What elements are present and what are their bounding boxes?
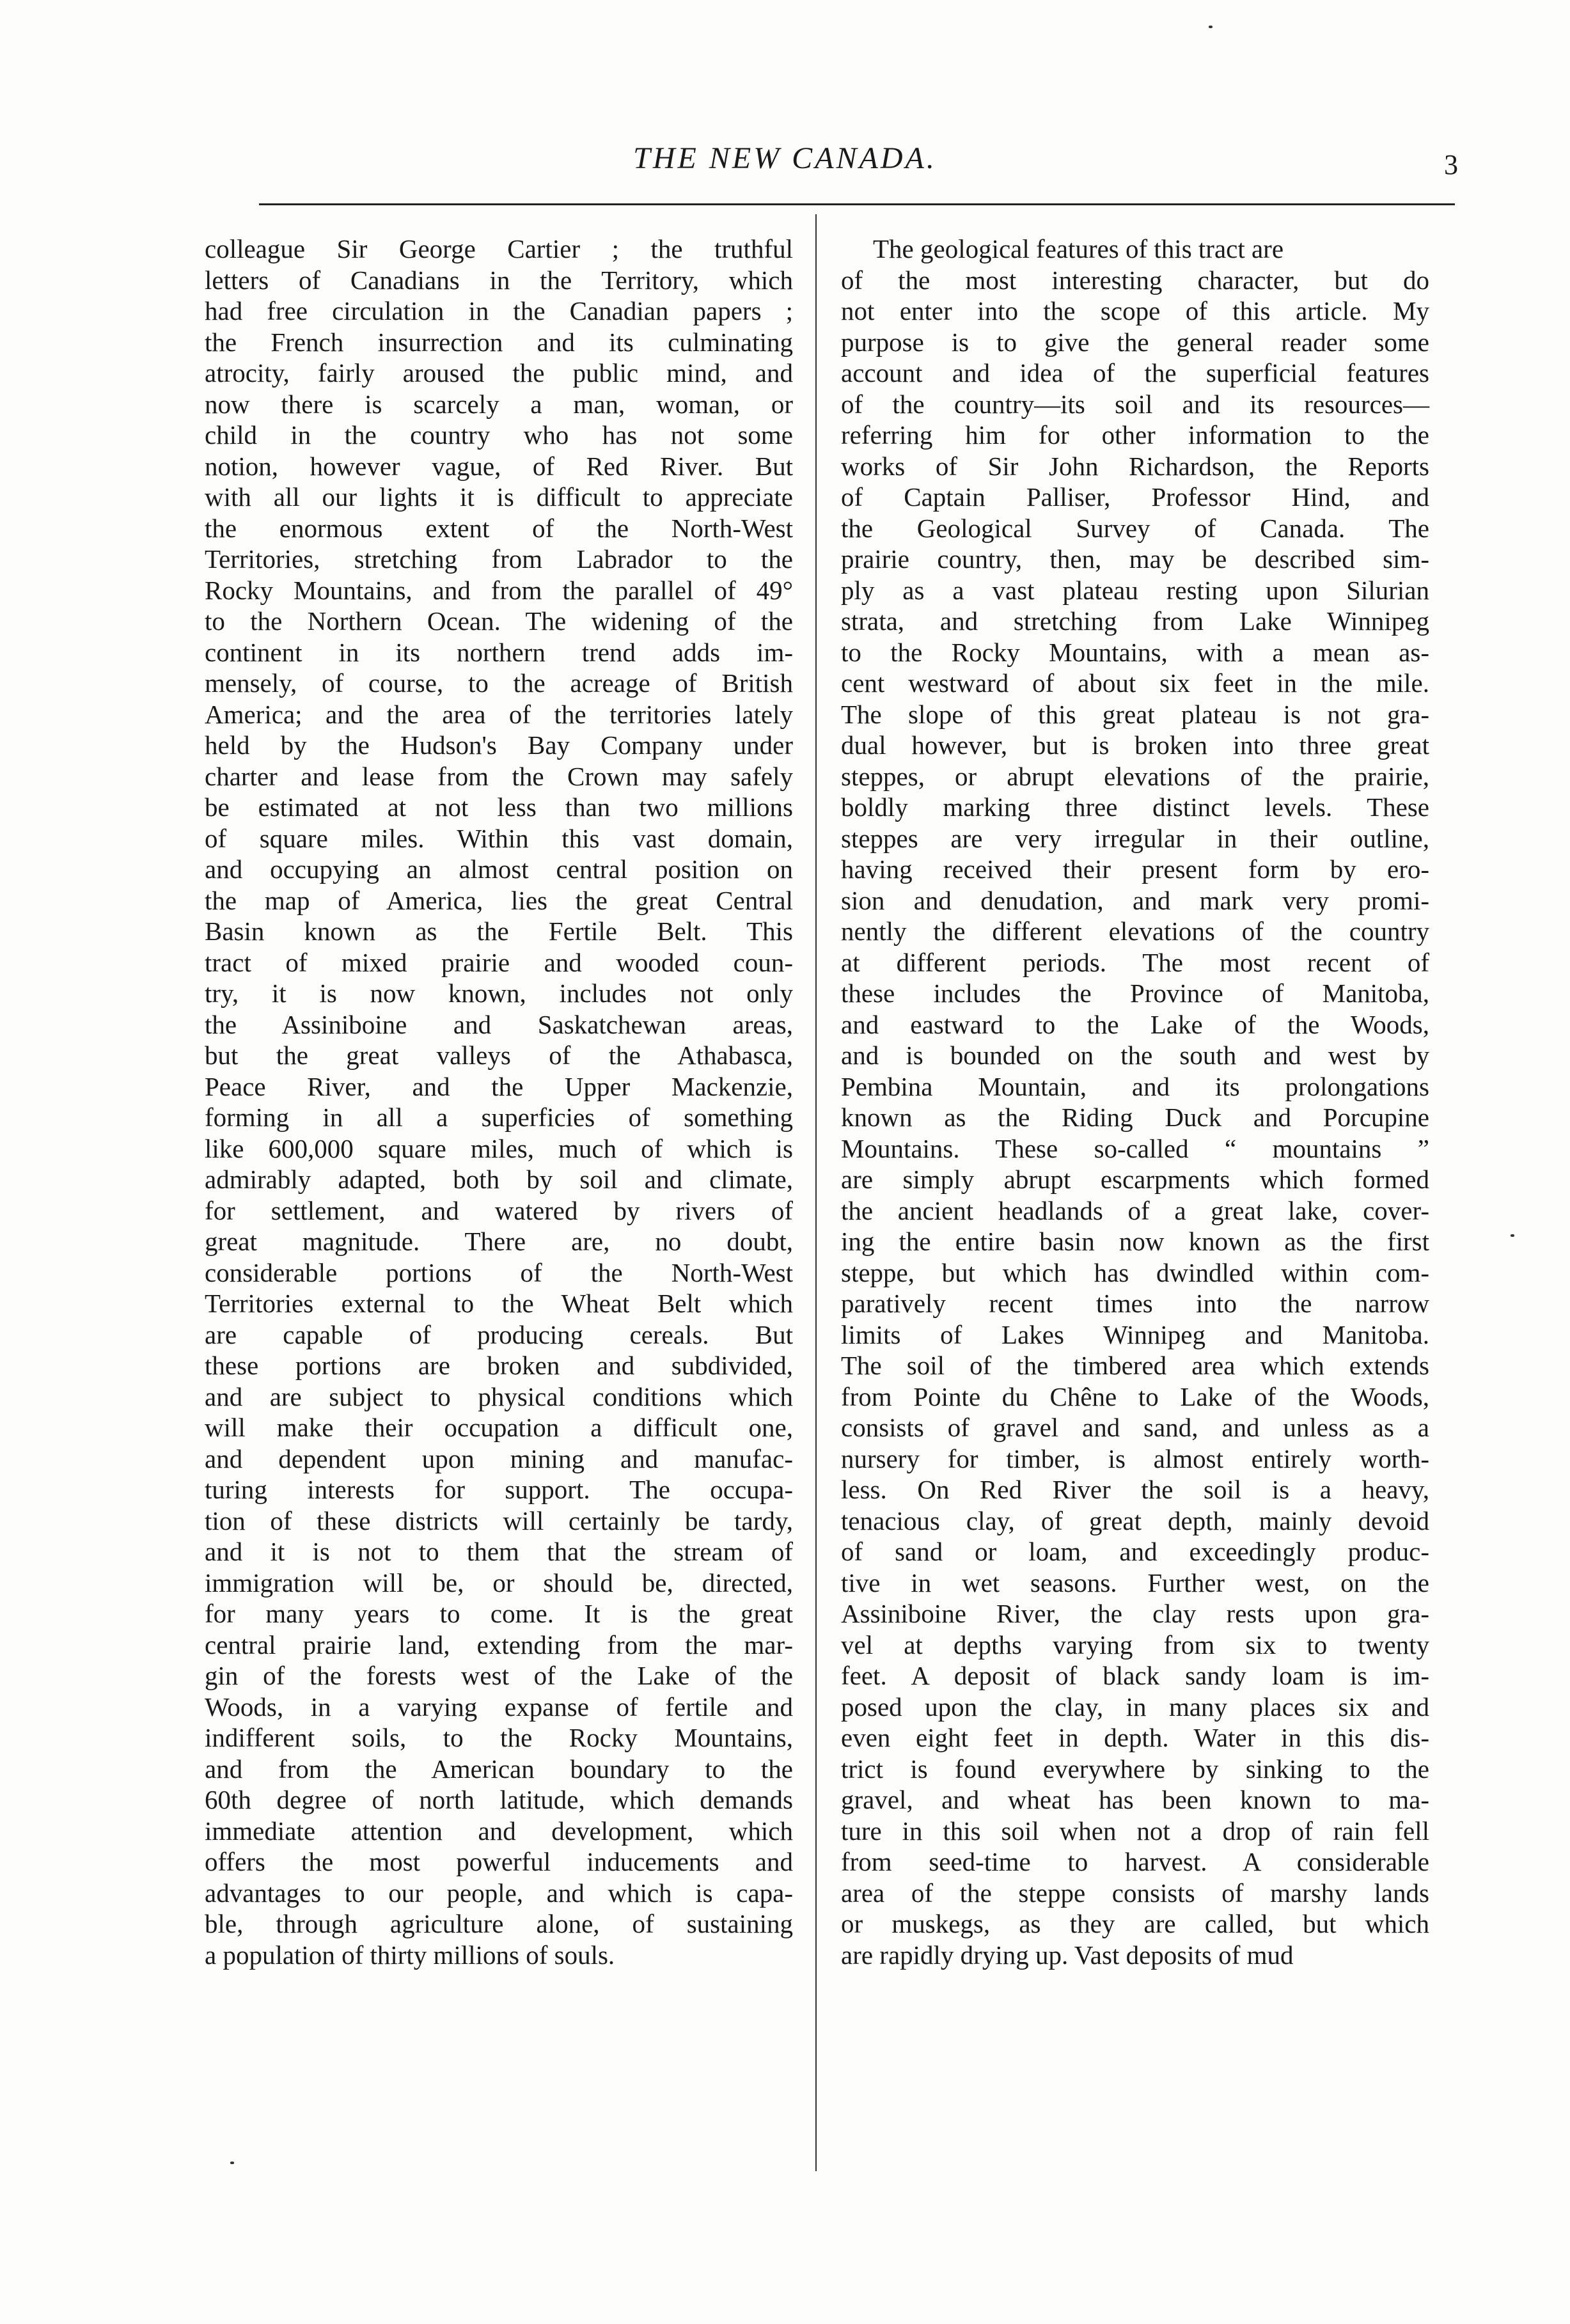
text-line: like 600,000 square miles, much of which is (205, 1133, 793, 1163)
text-line: tenacious clay, of great depth, mainly devoid (841, 1505, 1429, 1535)
text-line: ture in this soil when not a drop of rain fell (841, 1816, 1429, 1846)
text-line: Assiniboine River, the clay rests upon gra- (841, 1599, 1429, 1628)
text-line: trict is found everywhere by sinking to the (841, 1754, 1429, 1784)
text-line: Rocky Mountains, and from the parallel of 49° (205, 575, 793, 605)
left-text-column (205, 233, 793, 1970)
text-line: gravel, and wheat has been known to ma- (841, 1785, 1429, 1814)
text-line: Pembina Mountain, and its prolongations (841, 1071, 1429, 1101)
text-line: a population of thirty millions of souls. (205, 1940, 615, 1970)
text-line: Woods, in a varying expanse of fertile and (205, 1692, 793, 1722)
text-line: tion of these districts will certainly be tardy, (205, 1505, 793, 1535)
text-line: the map of America, lies the great Central (205, 885, 793, 915)
text-line: the enormous extent of the North-West (205, 513, 793, 543)
text-line: of square miles. Within this vast domain, (205, 823, 793, 853)
text-line: 60th degree of north latitude, which demands (205, 1785, 793, 1814)
text-line: steppes, or abrupt elevations of the prairie, (841, 761, 1429, 791)
text-line: from Pointe du Chêne to Lake of the Woods, (841, 1381, 1429, 1411)
text-line: Territories, stretching from Labrador to the (205, 544, 793, 574)
text-line: gin of the forests west of the Lake of the (205, 1661, 793, 1690)
text-line: prairie country, then, may be described sim- (841, 544, 1429, 574)
text-line: continent in its northern trend adds im- (205, 637, 793, 667)
text-line: at different periods. The most recent of (841, 947, 1429, 977)
text-line: The soil of the timbered area which extends (841, 1351, 1429, 1380)
text-line: letters of Canadians in the Territory, which (205, 265, 793, 295)
text-line: and it is not to them that the stream of (205, 1537, 793, 1566)
text-line: be estimated at not less than two millions (205, 792, 793, 822)
text-line: will make their occupation a difficult one, (205, 1413, 793, 1442)
text-line: mensely, of course, to the acreage of British (205, 668, 793, 698)
text-line: purpose is to give the general reader some (841, 327, 1429, 357)
text-line: ply as a vast plateau resting upon Silurian (841, 575, 1429, 605)
text-line: charter and lease from the Crown may safely (205, 761, 793, 791)
column-divider (815, 214, 817, 2171)
text-line: turing interests for support. The occupa- (205, 1475, 793, 1504)
text-line: the Assiniboine and Saskatchewan areas, (205, 1009, 793, 1039)
text-line: ing the entire basin now known as the first (841, 1227, 1429, 1256)
text-line: and is bounded on the south and west by (841, 1040, 1429, 1070)
text-line: Mountains. These so-called “ mountains ” (841, 1133, 1429, 1163)
text-line: colleague Sir George Cartier ; the truthful (205, 234, 793, 263)
text-line: great magnitude. There are, no doubt, (205, 1227, 793, 1256)
text-line: and are subject to physical conditions which (205, 1381, 793, 1411)
text-line: less. On Red River the soil is a heavy, (841, 1475, 1429, 1504)
text-line: to the Rocky Mountains, with a mean as- (841, 637, 1429, 667)
header-rule (259, 203, 1455, 205)
text-line: dual however, but is broken into three great (841, 730, 1429, 760)
text-line: for many years to come. It is the great (205, 1599, 793, 1628)
text-line: account and idea of the superficial features (841, 358, 1429, 388)
text-line: notion, however vague, of Red River. But (205, 451, 793, 481)
running-title: THE NEW CANADA. (633, 141, 937, 175)
text-line: had free circulation in the Canadian papers ; (205, 296, 793, 326)
text-line: sion and denudation, and mark very promi- (841, 885, 1429, 915)
print-speck (1209, 26, 1213, 28)
text-line: nursery for timber, is almost entirely worth- (841, 1443, 1429, 1473)
text-line: posed upon the clay, in many places six and (841, 1692, 1429, 1722)
text-line: immediate attention and development, which (205, 1816, 793, 1846)
text-line: vel at depths varying from six to twenty (841, 1629, 1429, 1660)
print-speck (1511, 1234, 1514, 1237)
text-line: the Geological Survey of Canada. The (841, 513, 1429, 543)
text-line: The slope of this great plateau is not gra- (841, 699, 1429, 729)
page-number: 3 (1444, 149, 1458, 180)
text-line: or muskegs, as they are called, but which (841, 1909, 1429, 1938)
text-line: tract of mixed prairie and wooded coun- (205, 947, 793, 977)
text-line: not enter into the scope of this article. My (841, 296, 1429, 326)
text-line: admirably adapted, both by soil and climate, (205, 1165, 793, 1194)
text-line: offers the most powerful inducements and (205, 1847, 793, 1876)
text-line: area of the steppe consists of marshy lands (841, 1878, 1429, 1908)
text-line: now there is scarcely a man, woman, or (205, 389, 793, 419)
text-line: central prairie land, extending from the mar- (205, 1629, 793, 1660)
text-line: ble, through agriculture alone, of sustaining (205, 1909, 793, 1938)
text-line: of Captain Palliser, Professor Hind, and (841, 482, 1429, 512)
text-line: steppes are very irregular in their outline, (841, 823, 1429, 853)
text-line: but the great valleys of the Athabasca, (205, 1040, 793, 1070)
text-line: Territories external to the Wheat Belt which (205, 1289, 793, 1318)
text-line: and dependent upon mining and manufac- (205, 1443, 793, 1473)
text-line: with all our lights it is difficult to appreciate (205, 482, 793, 512)
text-line: even eight feet in depth. Water in this dis- (841, 1723, 1429, 1752)
text-line: these portions are broken and subdivided, (205, 1351, 793, 1380)
text-line: limits of Lakes Winnipeg and Manitoba. (841, 1319, 1429, 1349)
text-line: are rapidly drying up. Vast deposits of mud (841, 1940, 1294, 1970)
text-line: child in the country who has not some (205, 420, 793, 450)
text-line: tive in wet seasons. Further west, on the (841, 1567, 1429, 1598)
text-line: the ancient headlands of a great lake, cover- (841, 1195, 1429, 1225)
text-line: having received their present form by ero- (841, 854, 1429, 884)
text-line: of sand or loam, and exceedingly produc- (841, 1537, 1429, 1566)
text-line: are simply abrupt escarpments which formed (841, 1165, 1429, 1194)
text-line: atrocity, fairly aroused the public mind, and (205, 358, 793, 388)
text-line: immigration will be, or should be, directed, (205, 1567, 793, 1598)
text-line: to the Northern Ocean. The widening of the (205, 606, 793, 636)
text-line: works of Sir John Richardson, the Reports (841, 451, 1429, 481)
text-line: from seed-time to harvest. A considerable (841, 1847, 1429, 1876)
text-line: consists of gravel and sand, and unless as a (841, 1413, 1429, 1442)
text-line: the French insurrection and its culminating (205, 327, 793, 357)
text-line: Peace River, and the Upper Mackenzie, (205, 1071, 793, 1101)
text-line: America; and the area of the territories lately (205, 699, 793, 729)
text-line: advantages to our people, and which is capa- (205, 1878, 793, 1908)
text-line: boldly marking three distinct levels. These (841, 792, 1429, 822)
text-line: paratively recent times into the narrow (841, 1289, 1429, 1318)
text-line: are capable of producing cereals. But (205, 1319, 793, 1349)
right-text-column (841, 233, 1429, 1970)
text-line: of the country—its soil and its resources— (841, 389, 1429, 419)
text-line: forming in all a superficies of something (205, 1103, 793, 1132)
text-line: Basin known as the Fertile Belt. This (205, 916, 793, 946)
text-line: of the most interesting character, but do (841, 265, 1429, 295)
text-line: referring him for other information to the (841, 420, 1429, 450)
print-speck (230, 2162, 234, 2164)
text-line: The geological features of this tract are (873, 234, 1284, 263)
text-line: steppe, but which has dwindled within com- (841, 1257, 1429, 1287)
text-line: these includes the Province of Manitoba, (841, 978, 1429, 1008)
text-line: held by the Hudson's Bay Company under (205, 730, 793, 760)
text-line: nently the different elevations of the country (841, 916, 1429, 946)
text-line: and occupying an almost central position on (205, 854, 793, 884)
text-line: and eastward to the Lake of the Woods, (841, 1009, 1429, 1039)
text-line: for settlement, and watered by rivers of (205, 1195, 793, 1225)
text-line: considerable portions of the North-West (205, 1257, 793, 1287)
text-line: cent westward of about six feet in the mile. (841, 668, 1429, 698)
text-line: strata, and stretching from Lake Winnipeg (841, 606, 1429, 636)
text-line: and from the American boundary to the (205, 1754, 793, 1784)
text-line: feet. A deposit of black sandy loam is im- (841, 1661, 1429, 1690)
text-line: try, it is now known, includes not only (205, 978, 793, 1008)
text-line: known as the Riding Duck and Porcupine (841, 1103, 1429, 1132)
text-line: indifferent soils, to the Rocky Mountains, (205, 1723, 793, 1752)
